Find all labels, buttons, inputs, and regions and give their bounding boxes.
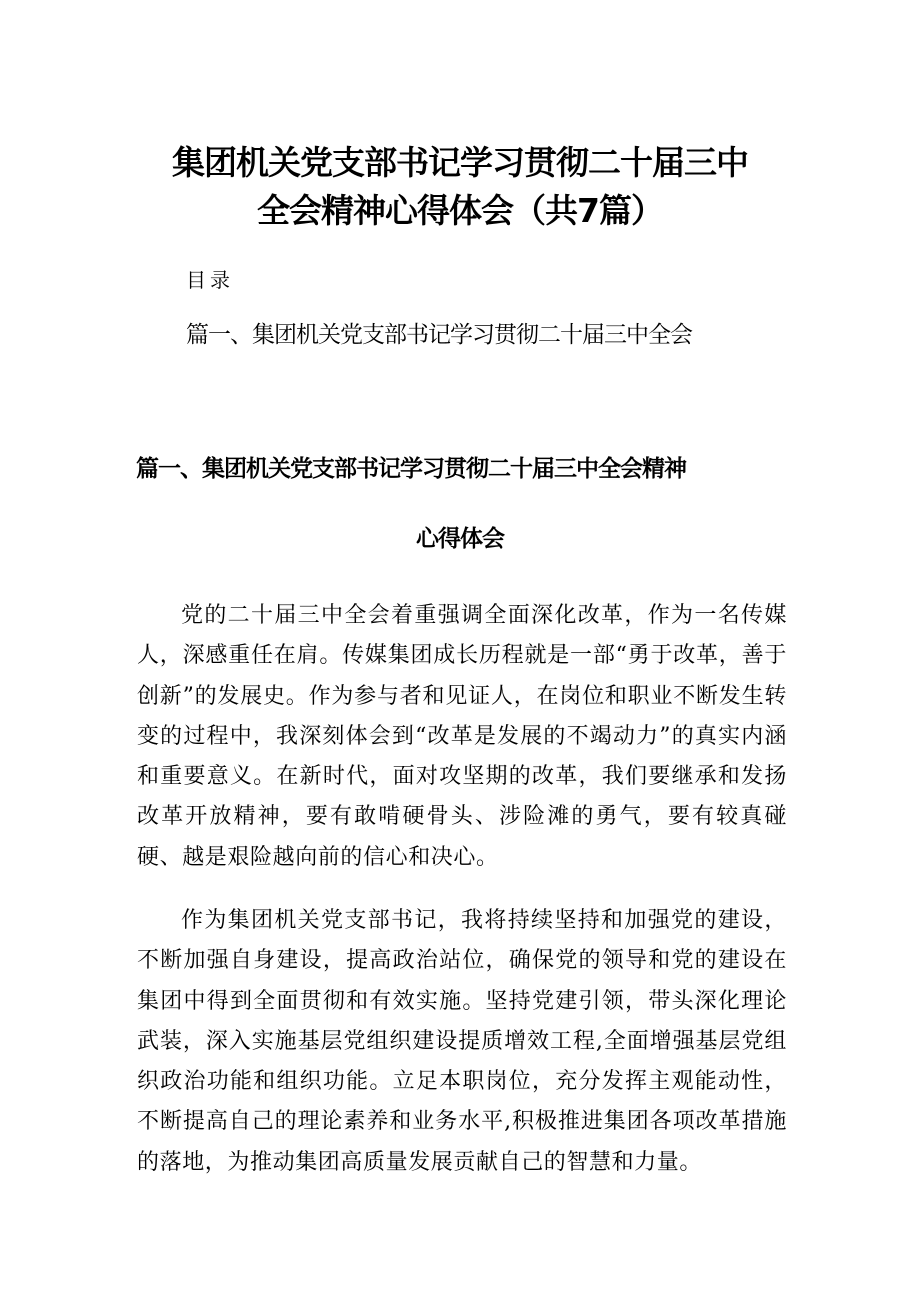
body-paragraph-1: 党的二十届三中全会着重强调全面深化改革，作为一名传媒人，深感重任在肩。传媒集团成长历程就是一部“勇于改革，善于创新”的发展史。作为参与者和见证人，在岗位和职业不断发生转变的过程中，我深刻体会到“改革是发展的不竭动力”的真实内涵和重要意义。在新时代，面对攻坚期的改革，我们要继承和发扬改革开放精神，要有敢啃硬骨头、涉险滩的勇气，要有较真碰硬、越是艰险越向前的信心和决心。 <box>137 603 787 870</box>
section-heading-line-2: 心得体会 <box>416 526 504 553</box>
body-paragraph-2: 作为集团机关党支部书记，我将持续坚持和加强党的建设，不断加强自身建设，提高政治站位，确保党的领导和党的建设在集团中得到全面贯彻和有效实施。坚持党建引领，带头深化理论武装，深入实施基层党组织建设提质增效工程,全面增强基层党组织政治功能和组织功能。立足本职岗位，充分发挥主观能动性，不断提高自己的理论素养和业务水平,积极推进集团各项改革措施的落地，为推动集团高质量发展贡献自己的智慧和力量。 <box>137 908 787 1175</box>
document-title-line-1: 集团机关党支部书记学习贯彻二十届三中 <box>172 143 748 182</box>
document-title-line-2: 全会精神心得体会（共7篇） <box>257 191 663 230</box>
toc-item: 篇一、集团机关党支部书记学习贯彻二十届三中全会 <box>186 322 692 348</box>
section-heading-line-1: 篇一、集团机关党支部书记学习贯彻二十届三中全会精神 <box>136 456 686 483</box>
toc-label: 目录 <box>186 268 234 292</box>
